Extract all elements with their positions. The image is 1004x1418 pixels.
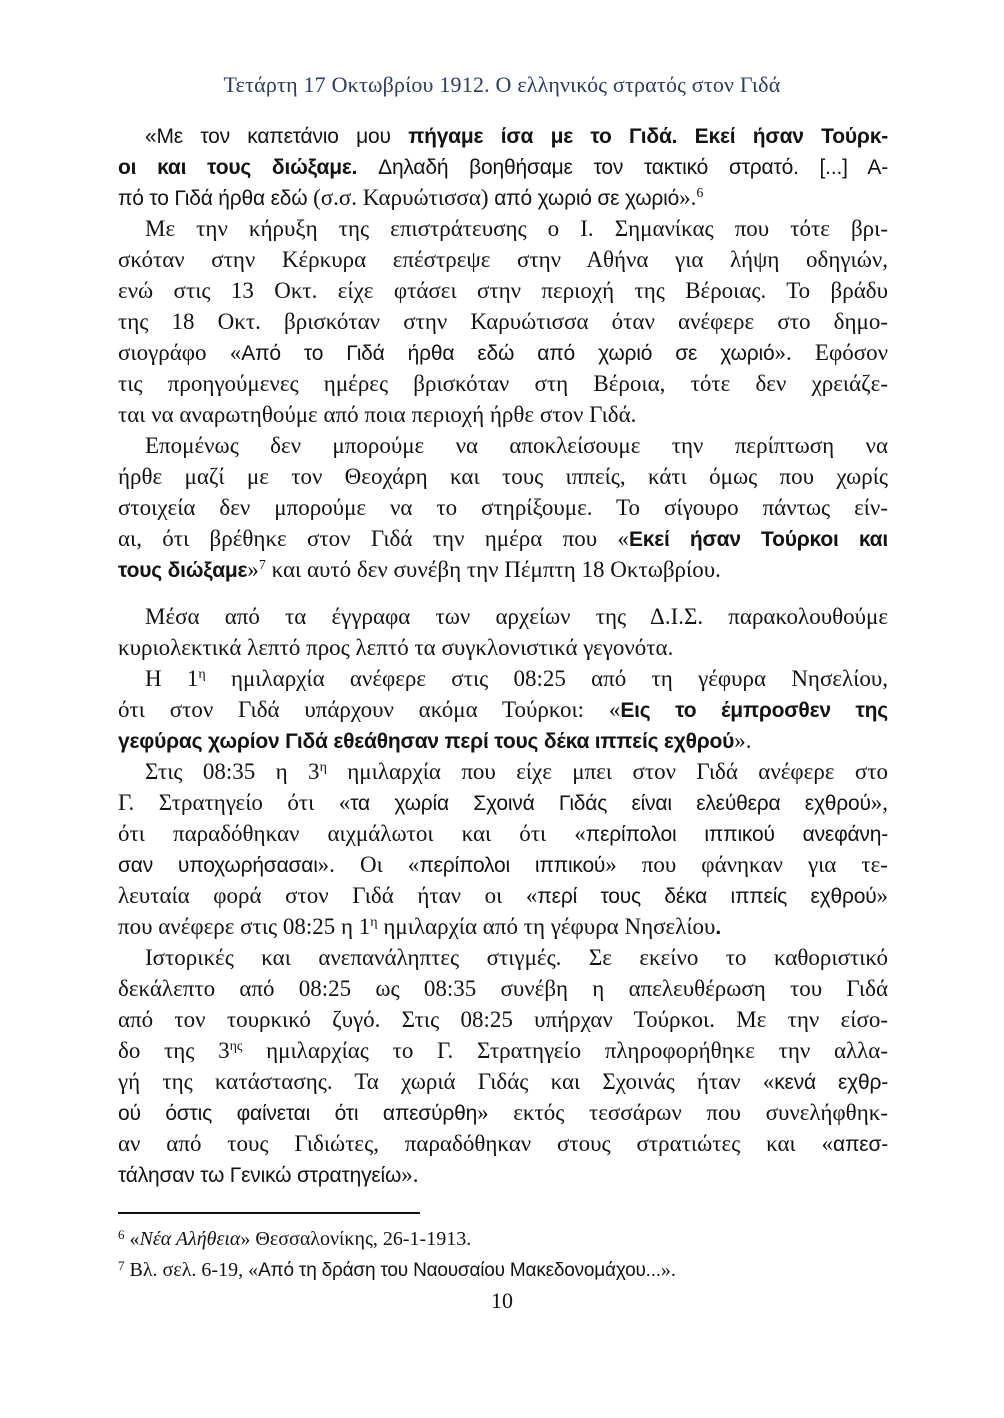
text-line <box>118 849 888 880</box>
text-line <box>118 973 888 1004</box>
text-line <box>118 1128 888 1159</box>
text-run: . <box>715 916 722 939</box>
text-run: ότι στον Γιδά υπάρχουν ακόμα Τούρκοι: « <box>118 697 621 722</box>
text-run: ». <box>734 728 752 753</box>
text-line <box>118 632 888 663</box>
text-run: λευταία φορά στον Γιδά ήταν οι « <box>118 883 538 908</box>
paragraph <box>118 663 888 756</box>
text-line <box>118 244 888 275</box>
footnotes-block <box>118 1212 888 1286</box>
text-line <box>118 461 888 492</box>
superscript: η <box>198 667 206 682</box>
footnotes <box>118 1224 888 1286</box>
text-run: Βλ. σελ. 6-19, « <box>124 1259 259 1281</box>
text-run: «Με τον καπετάνιο μου <box>145 125 409 148</box>
text-line <box>118 1159 888 1190</box>
text-line <box>118 368 888 399</box>
text-run: δεκάλεπτο από 08:25 ως 08:35 συνέβη η απελευθέρωση του Γιδά <box>118 976 888 1001</box>
text-run: ». <box>401 1162 419 1187</box>
text-line <box>118 1066 888 1097</box>
superscript: 6 <box>118 1227 125 1242</box>
text-run: » που φάνηκαν για τε- <box>605 852 888 877</box>
text-run: Η 1 <box>145 666 199 691</box>
text-run: Από τη δράση του Ναουσαίου Μακεδονομάχου... <box>258 1260 661 1281</box>
text-run: δο της 3 <box>118 1038 230 1063</box>
text-line <box>118 1004 888 1035</box>
paragraph <box>118 756 888 942</box>
running-head: Τετάρτη 17 Οκτωβρίου 1912. Ο ελληνικός στρατός στον Γιδά <box>223 72 781 97</box>
text-run: και αυτό δεν συνέβη την Πέμπτη 18 Οκτωβρίου. <box>265 557 721 582</box>
text-run: Γ. Στρατηγείο ότι « <box>118 790 351 815</box>
superscript: η <box>370 915 378 930</box>
text-line <box>118 694 888 725</box>
text-run: ». Εφόσον <box>774 340 888 365</box>
text-run: περίπολοι ιππικού ανεφάνη- <box>585 823 888 846</box>
text-run: ». Οι « <box>317 852 420 877</box>
text-line <box>118 663 888 694</box>
text-run: σαν υποχωρήσασαι <box>118 854 318 877</box>
text-run: που ανέφερε στις 08:25 η 1 <box>118 914 371 939</box>
text-line <box>118 399 888 430</box>
text-run: πό το Γιδά ήρθα εδώ <box>118 187 314 210</box>
paragraph <box>118 213 888 430</box>
text-line <box>118 306 888 337</box>
paragraph <box>118 601 888 663</box>
text-run: ημιλαρχία που είχε μπει στον Γιδά ανέφερε στο <box>326 759 888 784</box>
text-run: Δηλαδή βοηθήσαμε τον τακτικό στρατό. [...] Α- <box>378 156 888 179</box>
text-run: Ιστορικές και ανεπανάληπτες στιγμές. Σε εκείνο το καθοριστικό <box>145 945 888 970</box>
text-line <box>118 182 888 213</box>
text-line <box>118 275 888 306</box>
text-run: « <box>124 1228 140 1250</box>
footnote <box>118 1255 888 1286</box>
text-run: απεσ- <box>833 1133 888 1156</box>
text-line <box>118 911 888 942</box>
text-run: ότι παραδόθηκαν αιχμάλωτοι και ότι « <box>118 821 586 846</box>
page-number: 10 <box>491 1288 513 1313</box>
text-run: κυριολεκτικά λεπτό προς λεπτό τα συγκλονιστικά γεγονότα. <box>118 635 674 660</box>
text-run: αι, ότι βρέθηκε στον Γιδά την ημέρα που « <box>118 526 629 551</box>
text-line <box>118 1035 888 1066</box>
body-text <box>118 120 888 1190</box>
text-run: από χωριό σε χωριό <box>494 187 680 210</box>
text-run: » εκτός τεσσάρων που συνελήφθηκ- <box>477 1100 888 1125</box>
text-line <box>118 120 888 151</box>
text-run: ται να αναρωτηθούμε από ποια περιοχή ήρθε στον Γιδά. <box>118 402 637 427</box>
text-run: Εις το έμπροσθεν της <box>620 699 888 722</box>
text-run: ημιλαρχία από τη γέφυρα Νησελίου <box>377 914 716 939</box>
text-run: ». <box>660 1259 676 1281</box>
text-line <box>118 787 888 818</box>
text-run: από τον τουρκικό ζυγό. Στις 08:25 υπήρχαν Τούρκοι. Με την είσο- <box>118 1007 888 1032</box>
text-run: αν από τους Γιδιώτες, παραδόθηκαν στους στρατιώτες και « <box>118 1131 834 1156</box>
text-run: Νέα Αλήθεια <box>139 1228 241 1250</box>
text-run: Επομένως δεν μπορούμε να αποκλείσουμε την περίπτωση να <box>145 433 888 458</box>
text-run: », <box>870 790 888 815</box>
text-run: περί τους δέκα ιππείς εχθρού <box>537 885 877 908</box>
text-line <box>118 523 888 554</box>
superscript: 7 <box>118 1258 125 1273</box>
text-run: » <box>247 557 259 582</box>
text-run: τα χωρία Σχοινά Γιδάς είναι ελεύθερα εχθρού <box>350 792 871 815</box>
text-line <box>118 151 888 182</box>
footnote <box>118 1224 888 1255</box>
text-line <box>118 554 888 585</box>
text-run: περίπολοι ιππικού <box>419 854 606 877</box>
text-run: της 18 Οκτ. βρισκόταν στην Καρυώτισσα όταν ανέφερε στο δημο- <box>118 309 888 334</box>
footnote-separator <box>118 1212 420 1214</box>
paragraph <box>118 430 888 585</box>
text-run: τις προηγούμενες ημέρες βρισκόταν στη Βέροια, τότε δεν χρειάζε- <box>118 371 888 396</box>
text-run: κενά εχθρ- <box>774 1071 888 1094</box>
text-run: σκόταν στην Κέρκυρα επέστρεψε στην Αθήνα για λήψη οδηγιών, <box>118 247 888 272</box>
text-run: Εκεί ήσαν Τούρκοι και <box>628 528 888 551</box>
text-run: ημιλαρχία ανέφερε στις 08:25 από τη γέφυρα Νησελίου, <box>205 666 888 691</box>
text-run: ήρθε μαζί με τον Θεοχάρη και τους ιππείς, κάτι όμως που χωρίς <box>118 464 888 489</box>
text-line <box>118 756 888 787</box>
text-run: τάλησαν τω Γενικώ στρατηγείω <box>118 1164 402 1187</box>
superscript: 6 <box>696 186 704 201</box>
text-line <box>118 492 888 523</box>
text-line <box>118 213 888 244</box>
paragraph <box>118 120 888 213</box>
text-line <box>118 942 888 973</box>
text-run: Στις 08:35 η 3 <box>145 759 320 784</box>
text-run: ». <box>679 185 697 210</box>
paragraph <box>118 942 888 1190</box>
text-run: γεφύρας χωρίον Γιδά εθεάθησαν περί τους δέκα ιππείς εχθρού <box>118 730 735 753</box>
text-run: Μέσα από τα έγγραφα των αρχείων της Δ.Ι.Σ. παρακολουθούμε <box>145 604 888 629</box>
text-line <box>118 1097 888 1128</box>
text-run: ού όστις φαίνεται ότι απεσύρθη <box>118 1102 478 1125</box>
text-run: Από το Γιδά ήρθα εδώ από χωριό σε χωριό <box>241 342 775 365</box>
text-line <box>118 818 888 849</box>
text-run: ημιλαρχίας το Γ. Στρατηγείο πληροφορήθηκε την αλλα- <box>242 1038 888 1063</box>
superscript: η <box>319 760 327 775</box>
text-run: πήγαμε ίσα με το Γιδά. Εκεί ήσαν Τούρκ- <box>408 125 888 148</box>
text-run: γή της κατάστασης. Τα χωριά Γιδάς και Σχοινάς ήταν « <box>118 1069 775 1094</box>
text-run: » <box>876 883 888 908</box>
text-line <box>118 430 888 461</box>
superscript: 7 <box>258 558 266 573</box>
text-line <box>118 880 888 911</box>
text-run: τους διώξαμε <box>118 559 248 582</box>
text-run: οι και τους διώξαμε. <box>118 156 379 179</box>
superscript: ης <box>229 1039 243 1054</box>
text-line <box>118 725 888 756</box>
text-run: Με την κήρυξη της επιστράτευσης ο Ι. Σημανίκας που τότε βρι- <box>145 216 888 241</box>
text-run: ενώ στις 13 Οκτ. είχε φτάσει στην περιοχή της Βέροιας. Το βράδυ <box>118 278 888 303</box>
text-run: (σ.σ. Καρυώτισσα) <box>313 185 495 210</box>
text-run: σιογράφο « <box>118 340 242 365</box>
text-line <box>118 337 888 368</box>
text-run: » Θεσσαλονίκης, 26-1-1913. <box>240 1228 472 1250</box>
text-run: στοιχεία δεν μπορούμε να το στηρίξουμε. Το σίγουρο πάντως είν- <box>118 495 888 520</box>
text-line <box>118 601 888 632</box>
